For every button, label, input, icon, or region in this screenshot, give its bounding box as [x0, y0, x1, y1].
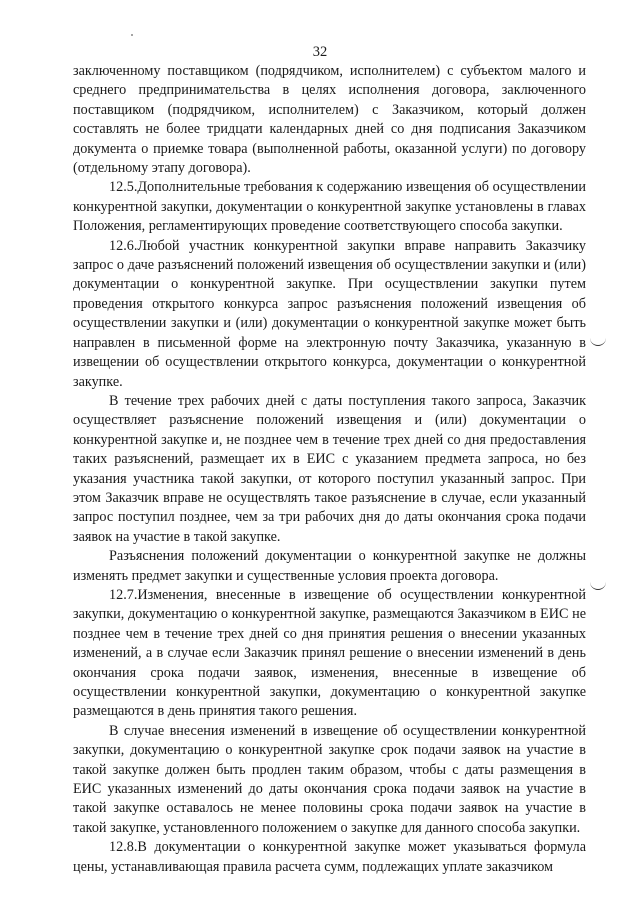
paragraph-clarification-limits: Разъяснения положений документации о конкурентной закупке не должны изменять предмет закупки и существенные условия проекта договора. — [73, 548, 586, 584]
margin-bracket-mark — [590, 581, 606, 590]
paragraph-12-7: 12.7.Изменения, внесенные в извещение об осуществлении конкурентной закупки, документацию о конкурентной закупке, размещаются Заказчиком в ЕИС не позднее чем в течение трех дней со дня принятия решения о внесении указанных изменений, а в случае если Заказчик принял решение о внесении изменений в день окончания срока подачи заявок, изменения, внесенные в извещение об осуществлении конкурентной закупки, документацию о конкурентной закупке размещаются в день принятия такого решения. — [73, 586, 586, 720]
scan-speck — [131, 34, 133, 36]
page-number: 32 — [312, 44, 328, 60]
paragraph-12-8: 12.8.В документации о конкурентной закупке может указываться формула цены, устанавливающая правила расчета сумм, подлежащих уплате заказчиком — [73, 839, 586, 875]
paragraph-12-6: 12.6.Любой участник конкурентной закупки вправе направить Заказчику запрос о даче разъяснений положений извещения об осуществлении закупки и (или) документации о конкурентной закупке. При осуществлении закупки путем проведения открытого конкурса запрос разъяснения положений извещения об осуществлении закупки и (или) документации о конкурентной закупке может быть направлен в письменной форме на электронную почту Заказчика, указанную в извещении об осуществлении открытого конкурса, документации о конкурентной закупке. — [73, 237, 586, 390]
paragraph-12-5: 12.5.Дополнительные требования к содержанию извещения об осуществлении конкурентной закупки, документации о конкурентной закупке установлены в главах Положения, регламентирующих проведение соответствующего способа закупки. — [73, 179, 586, 235]
margin-bracket-mark — [590, 337, 606, 346]
paragraph-deadline-extension: В случае внесения изменений в извещение об осуществлении конкурентной закупки, документацию о конкурентной закупке срок подачи заявок на участие в такой закупке должен быть продлен таким образом, чтобы с даты размещения в ЕИС указанных изменений до даты окончания срока подачи заявок на участие в такой закупке оставалось не менее половины срока подачи заявок на участие в такой закупке, установленного положением о закупке для данного способа закупки. — [73, 722, 586, 836]
paragraph-continuation: заключенному поставщиком (подрядчиком, исполнителем) с субъектом малого и среднего предпринимательства в целях исполнения договора, заключенного поставщиком (подрядчиком, исполнителем) с Заказчиком, который должен составлять не более тридцати календарных дней со дня подписания Заказчиком документа о приемке товара (выполненной работы, оказанной услуги) по договору (отдельному этапу договора). — [73, 63, 586, 177]
document-body — [73, 62, 586, 877]
paragraph-clarification-terms: В течение трех рабочих дней с даты поступления такого запроса, Заказчик осуществляет разъяснение положений извещения и (или) документации о конкурентной закупке и, не позднее чем в течение трех дней со дня предоставления таких разъяснений, размещает их в ЕИС с указанием предмета запроса, но без указания участника такой закупки, от которого поступил указанный запрос. При этом Заказчик вправе не осуществлять такое разъяснение в случае, если указанный запрос поступил позднее, чем за три рабочих дня до даты окончания срока подачи заявок на участие в такой закупке. — [73, 392, 586, 545]
